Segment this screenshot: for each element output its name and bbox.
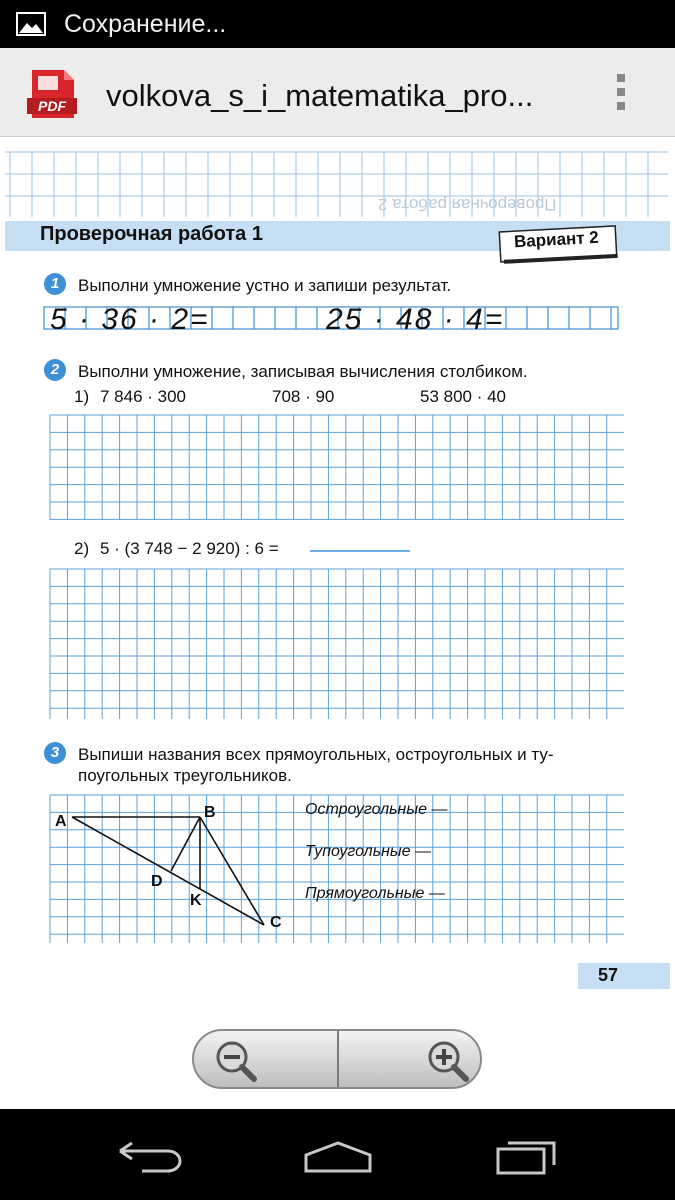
task3-text-line2: поугольных треугольников. — [78, 766, 292, 785]
task2-number: 2 — [44, 359, 66, 381]
ghost-grid — [5, 152, 668, 217]
task1-expression-b: 25 · 48 · 4= — [326, 303, 505, 336]
pdf-page[interactable] — [0, 137, 675, 1109]
navigation-bar — [0, 1109, 675, 1200]
page-number: 57 — [598, 965, 619, 985]
point-d-label: D — [151, 873, 163, 890]
task2-example-2: 708 · 90 — [272, 387, 335, 406]
pdf-icon-label: PDF — [38, 98, 66, 114]
task1-text: Выполни умножение устно и запиши результат. — [78, 276, 452, 295]
task2-grid-2 — [50, 569, 624, 719]
worksheet-title: Проверочная работа 1 — [40, 223, 263, 245]
point-k-label: K — [190, 892, 202, 909]
task3-number: 3 — [44, 742, 66, 764]
acute-label: Остроугольные — — [305, 801, 448, 818]
task2-grid-1 — [50, 415, 624, 520]
task1-expression-a: 5 · 36 · 2= — [50, 303, 210, 336]
status-bar — [0, 0, 675, 48]
document-title: volkova_s_i_matematika_pro... — [106, 78, 534, 113]
page-number-band — [578, 963, 670, 989]
triangle-figure — [72, 817, 264, 925]
home-icon[interactable] — [302, 1139, 374, 1175]
point-b-label: B — [204, 804, 216, 821]
task2-example-3: 53 800 · 40 — [420, 387, 507, 406]
task3-text-line1: Выпиши названия всех прямоугольных, остроугольных и ту- — [78, 745, 554, 764]
pdf-icon[interactable] — [24, 66, 80, 122]
zoom-in-icon[interactable] — [420, 1037, 476, 1085]
ghost-header: Проверочная работа 2 — [378, 195, 557, 214]
back-icon[interactable] — [116, 1139, 184, 1173]
task2-label-1: 1) — [74, 387, 90, 406]
task1-number: 1 — [44, 273, 66, 295]
overflow-menu-icon[interactable] — [606, 70, 636, 116]
variant-label: Вариант 2 — [513, 227, 600, 252]
point-a-label: A — [55, 813, 67, 830]
recents-icon[interactable] — [494, 1137, 560, 1177]
right-label: Прямоугольные — — [305, 885, 445, 902]
task2-label-2: 2) — [74, 539, 90, 558]
point-c-label: C — [270, 914, 282, 931]
status-title: Сохранение... — [64, 10, 227, 38]
task2-example-4: 5 · (3 748 − 2 920) : 6 = — [100, 539, 279, 558]
zoom-out-icon[interactable] — [210, 1037, 266, 1085]
image-icon — [16, 12, 46, 36]
task2-text: Выполни умножение, записывая вычисления столбиком. — [78, 362, 528, 381]
task2-example-1: 7 846 · 300 — [100, 387, 187, 406]
obtuse-label: Тупоугольные — — [305, 843, 432, 860]
